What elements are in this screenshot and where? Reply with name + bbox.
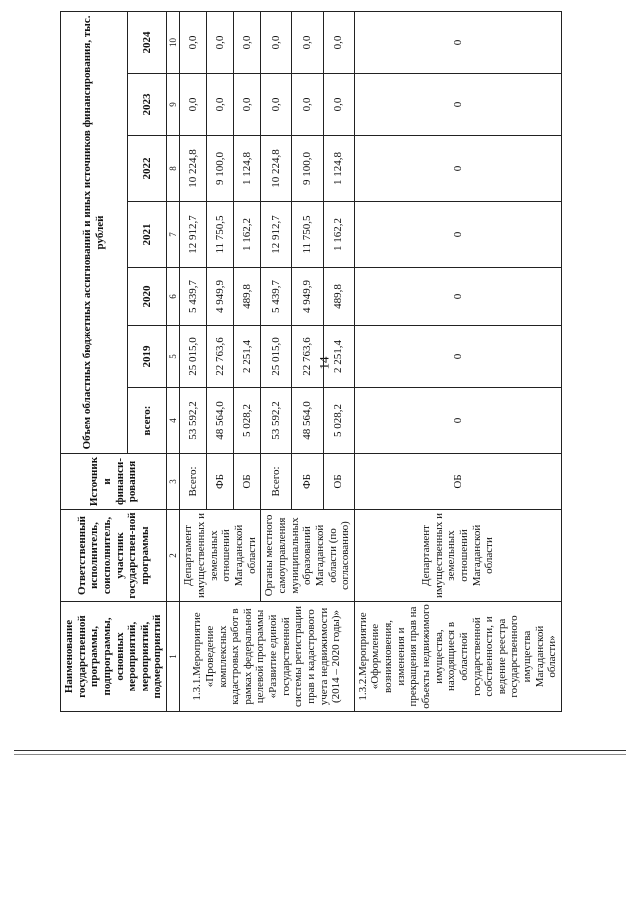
value-cell: 4 949,9 <box>292 268 323 326</box>
header-total: всего: <box>128 388 167 454</box>
executor: Департамент имущественных и земельных отношений Магаданской области <box>354 510 561 602</box>
executor: Департамент имущественных и земельных отношений Магаданской области <box>180 510 261 602</box>
value-cell: 22 763,6 <box>207 326 234 388</box>
col-number: 2 <box>167 510 180 602</box>
page-number: 14 <box>316 356 332 370</box>
value-cell: 0,0 <box>261 11 292 73</box>
value-cell: 489,8 <box>234 268 261 326</box>
header-year: 2024 <box>128 11 167 73</box>
value-cell: 0,0 <box>207 11 234 73</box>
value-cell: 5 439,7 <box>261 268 292 326</box>
header-year: 2023 <box>128 74 167 136</box>
header-year: 2021 <box>128 202 167 268</box>
source: Всего: <box>261 454 292 510</box>
value-cell: 0 <box>354 268 561 326</box>
value-cell: 5 028,2 <box>234 388 261 454</box>
value-cell: 0,0 <box>292 74 323 136</box>
value-cell: 0 <box>354 326 561 388</box>
value-cell: 9 100,0 <box>292 136 323 202</box>
col-number: 7 <box>167 202 180 268</box>
value-cell: 0,0 <box>323 74 354 136</box>
value-cell: 11 750,5 <box>207 202 234 268</box>
measure-name: 1.3.1.Мероприятие «Проведение комплексных кадастровых работ в рамках федеральной целевой программы «Развитие единой государственной системы регистрации прав и кадастрового учета недвижимости (2014 – 2020 годы)» <box>180 602 354 712</box>
value-cell: 5 439,7 <box>180 268 207 326</box>
value-cell: 10 224,8 <box>261 136 292 202</box>
value-cell: 1 162,2 <box>323 202 354 268</box>
value-cell: 0 <box>354 11 561 73</box>
value-cell: 12 912,7 <box>180 202 207 268</box>
value-cell: 0,0 <box>323 11 354 73</box>
header-year: 2022 <box>128 136 167 202</box>
value-cell: 12 912,7 <box>261 202 292 268</box>
source: ФБ <box>292 454 323 510</box>
value-cell: 0,0 <box>234 74 261 136</box>
value-cell: 2 251,4 <box>323 326 354 388</box>
col-number: 6 <box>167 268 180 326</box>
col-number: 4 <box>167 388 180 454</box>
value-cell: 10 224,8 <box>180 136 207 202</box>
measure-name: 1.3.2.Мероприятие «Оформление возникновения, изменения и прекращения прав на объекты недвижимого имущества, находящиеся в областной государственной собственности, и ведение реестра государственного имущества Магаданской области» <box>354 602 561 712</box>
value-cell: 0 <box>354 74 561 136</box>
header-year: 2020 <box>128 268 167 326</box>
col-number: 8 <box>167 136 180 202</box>
footer-divider <box>14 750 626 751</box>
value-cell: 0,0 <box>180 74 207 136</box>
value-cell: 0 <box>354 136 561 202</box>
value-cell: 489,8 <box>323 268 354 326</box>
column-number-row <box>167 11 180 711</box>
source: ОБ <box>234 454 261 510</box>
col-number: 1 <box>167 602 180 712</box>
value-cell: 9 100,0 <box>207 136 234 202</box>
source: Всего: <box>180 454 207 510</box>
value-cell: 53 592,2 <box>261 388 292 454</box>
executor: Органы местного самоуправления муниципальных образований Магаданской области (по согласованию) <box>261 510 354 602</box>
value-cell: 0,0 <box>234 11 261 73</box>
table-row <box>180 11 207 711</box>
value-cell: 25 015,0 <box>180 326 207 388</box>
value-cell: 5 028,2 <box>323 388 354 454</box>
col-number: 5 <box>167 326 180 388</box>
col-number: 3 <box>167 454 180 510</box>
value-cell: 11 750,5 <box>292 202 323 268</box>
source: ФБ <box>207 454 234 510</box>
source: ОБ <box>323 454 354 510</box>
col-number: 9 <box>167 74 180 136</box>
header-executor: Ответственный исполнитель, соисполнитель, участник государствен-ной программы <box>61 510 167 602</box>
value-cell: 48 564,0 <box>207 388 234 454</box>
value-cell: 2 251,4 <box>234 326 261 388</box>
header-name: Наименование государственной программы, подпрограммы, основных мероприятий, мероприятий, подмероприятий <box>61 602 167 712</box>
value-cell: 53 592,2 <box>180 388 207 454</box>
financing-table <box>60 11 562 712</box>
value-cell: 25 015,0 <box>261 326 292 388</box>
value-cell: 0,0 <box>180 11 207 73</box>
value-cell: 0,0 <box>261 74 292 136</box>
value-cell: 1 124,8 <box>234 136 261 202</box>
col-number: 10 <box>167 11 180 73</box>
value-cell: 1 124,8 <box>323 136 354 202</box>
header-year: 2019 <box>128 326 167 388</box>
value-cell: 0,0 <box>207 74 234 136</box>
header-volume: Объем областных бюджетных ассигнований и иных источников финансирования, тыс. рублей <box>61 11 128 453</box>
value-cell: 4 949,9 <box>207 268 234 326</box>
table-row <box>354 11 561 711</box>
header-source: Источники финанси-рования <box>61 454 167 510</box>
source: ОБ <box>354 454 561 510</box>
value-cell: 0,0 <box>292 11 323 73</box>
rotated-table-container <box>60 12 590 712</box>
header-row-1 <box>61 11 128 711</box>
value-cell: 22 763,6 <box>292 326 323 388</box>
value-cell: 0 <box>354 388 561 454</box>
value-cell: 0 <box>354 202 561 268</box>
value-cell: 48 564,0 <box>292 388 323 454</box>
footer-divider-secondary <box>14 754 626 755</box>
value-cell: 1 162,2 <box>234 202 261 268</box>
